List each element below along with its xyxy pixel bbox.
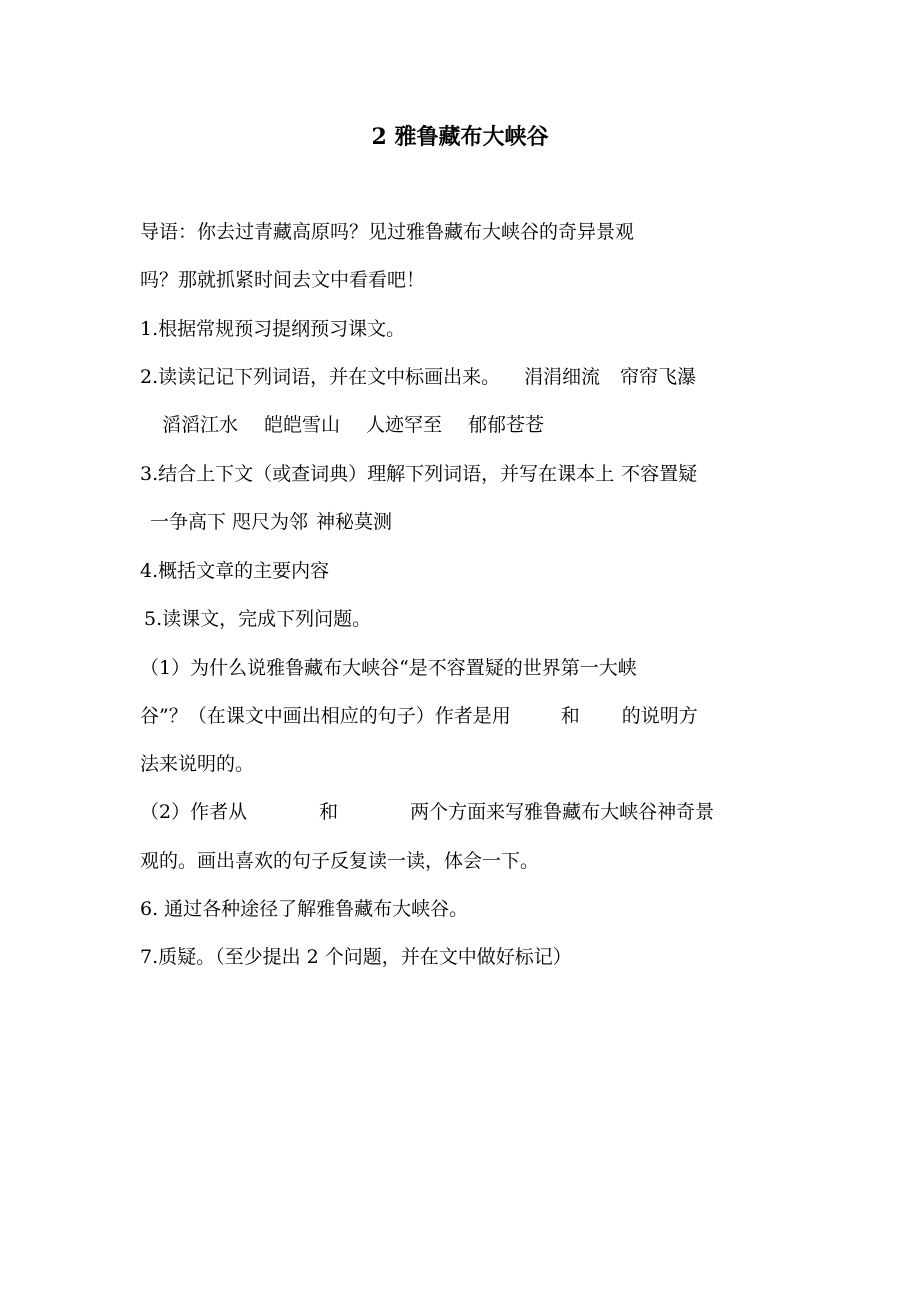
question-5-2-text: （2）作者从	[140, 801, 248, 823]
question-3	[140, 462, 697, 486]
question-5-1-text: 谷”？（在课文中画出相应的句子）作者是用	[140, 705, 511, 727]
question-5-2-line-2: 观的。画出喜欢的句子反复读一读，体会一下。	[140, 850, 540, 872]
intro-line-2: 吗？那就抓紧时间去文中看看吧！	[140, 269, 426, 291]
vocab-term: 神秘莫测	[316, 511, 393, 533]
question-6: 6. 通过各种途径了解雅鲁藏布大峡谷。	[140, 898, 469, 920]
vocab-term: 帘帘飞瀑	[620, 366, 697, 388]
question-5-2-line-1	[140, 800, 714, 824]
conjunction-text: 和	[560, 705, 580, 727]
question-5-1-line-3: 法来说明的。	[140, 753, 255, 775]
conjunction-text: 和	[319, 801, 339, 823]
vocab-term: 涓涓细流	[524, 366, 601, 388]
vocab-term: 不容置疑	[621, 463, 698, 485]
question-7: 7.质疑。（至少提出 2 个问题，并在文中做好标记）	[140, 946, 572, 968]
vocab-term: 郁郁苍苍	[468, 414, 545, 436]
question-5-2-text-end: 两个方面来写雅鲁藏布大峡谷神奇景	[410, 801, 715, 823]
vocab-term: 滔滔江水	[162, 414, 239, 436]
vocab-term: 一争高下	[150, 511, 227, 533]
question-3-text: 3.结合上下文（或查词典）理解下列词语，并写在课本上	[140, 463, 615, 485]
question-2-terms	[162, 413, 544, 437]
vocab-term: 人迹罕至	[366, 414, 443, 436]
vocab-term: 咫尺为邻	[232, 511, 309, 533]
question-5-1-line-2	[140, 704, 698, 728]
question-1: 1.根据常规预习提纲预习课文。	[140, 318, 406, 340]
question-5-1-text-end: 的说明方	[621, 705, 698, 727]
question-2	[140, 365, 696, 389]
question-2-text: 2.读读记记下列词语，并在文中标画出来。	[140, 366, 501, 388]
question-4: 4.概括文章的主要内容	[140, 560, 330, 582]
question-5-1-line-1: （1）为什么说雅鲁藏布大峡谷“是不容置疑的世界第一大峡	[140, 657, 637, 679]
vocab-term: 皑皑雪山	[264, 414, 341, 436]
question-3-terms	[150, 510, 392, 534]
page-title: 2 雅鲁藏布大峡谷	[371, 124, 549, 150]
question-5: 5.读课文，完成下列问题。	[144, 608, 372, 630]
intro-line-1: 导语：你去过青藏高原吗？见过雅鲁藏布大峡谷的奇异景观	[140, 221, 635, 243]
